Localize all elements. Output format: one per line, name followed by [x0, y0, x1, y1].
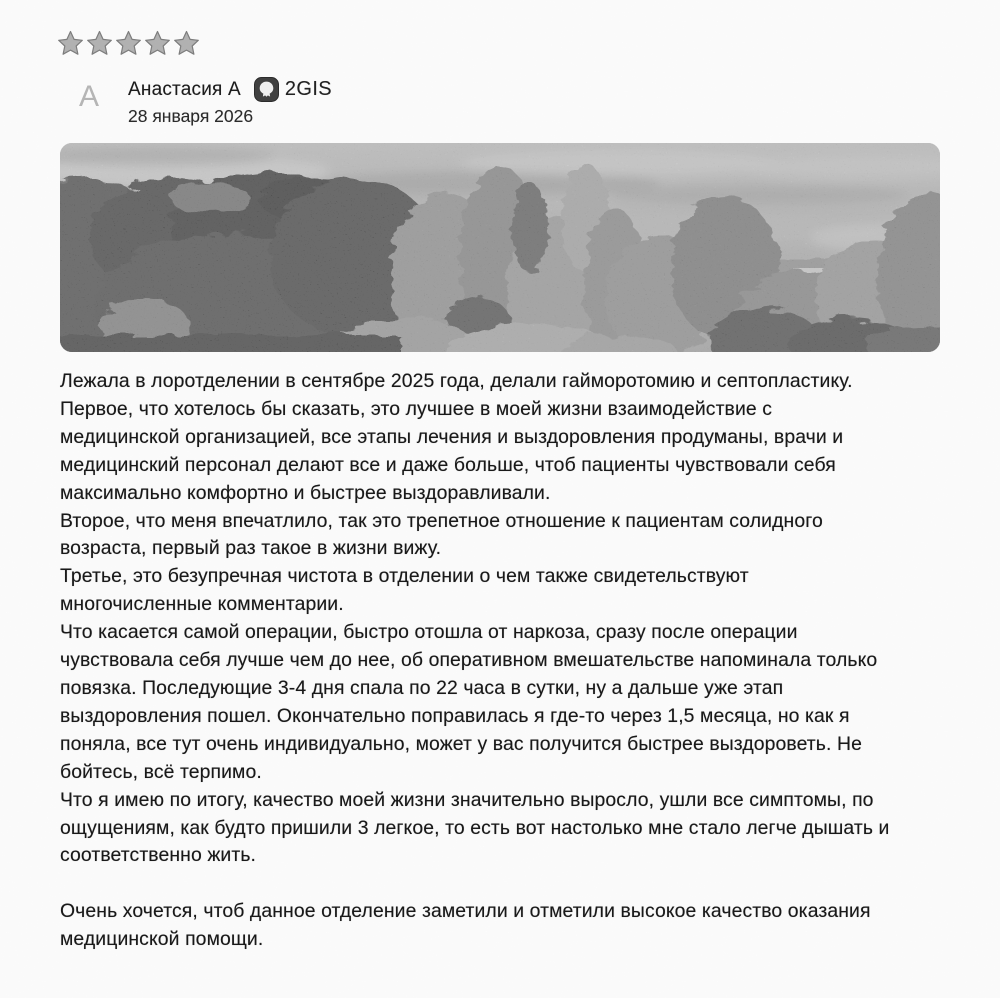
review-text-line: поняла, все тут очень индивидуально, может у вас получится быстрее выздороветь. Не	[60, 732, 862, 755]
review-text-line: многочисленные комментарии.	[60, 593, 344, 616]
review-paragraph	[60, 898, 945, 954]
review-text-line: бойтесь, всё терпимо.	[60, 760, 262, 783]
review-paragraph	[60, 368, 945, 508]
review-text-line: Второе, что меня впечатлило, так это трепетное отношение к пациентам солидного	[60, 509, 823, 532]
2gis-logo-icon	[254, 77, 279, 102]
review-text	[60, 368, 945, 954]
review-text-line: Первое, что хотелось бы сказать, это лучшее в моей жизни взаимодействие с	[60, 397, 773, 420]
review-text-line: максимально комфортно и быстрее выздоравливали.	[60, 481, 551, 504]
review-text-line: повязка. Последующие 3-4 дня спала по 22 часа в сутки, ну а дальше уже этап	[60, 676, 784, 699]
review-paragraph	[60, 563, 945, 619]
review-text-line: медицинский персонал делают все и даже больше, чтоб пациенты чувствовали себя	[60, 453, 836, 476]
review-text-line: Очень хочется, чтоб данное отделение заметили и отметили высокое качество оказания	[60, 900, 871, 923]
review-text-line: выздоровления пошел. Окончательно поправилась я где-то через 1,5 месяца, но как я	[60, 704, 850, 727]
review-text-line: возраста, первый раз такое в жизни вижу.	[60, 537, 442, 560]
review-paragraph	[60, 787, 945, 871]
author-name: Анастасия А	[128, 78, 241, 100]
review-header	[128, 77, 332, 127]
review-text-line: Третье, это безупречная чистота в отделении о чем также свидетельствуют	[60, 565, 749, 588]
star-icon	[58, 30, 83, 56]
review-text-line: Лежала в лоротделении в сентябре 2025 года, делали гайморотомию и септопластику.	[60, 370, 853, 392]
review-date: 28 января 2026	[128, 106, 254, 126]
source-label: 2GIS	[284, 78, 333, 100]
star-icon	[174, 30, 199, 56]
review-text-line: чувствовала себя лучше чем до нее, об оперативном вмешательстве напоминала только	[60, 649, 878, 672]
review-photo[interactable]	[60, 143, 940, 352]
review-text-line: Что касается самой операции, быстро отошла от наркоза, сразу после операции	[60, 621, 798, 644]
review-paragraph	[60, 508, 945, 564]
star-icon	[145, 30, 170, 56]
review-text-line: соответственно жить.	[60, 844, 257, 867]
autumn-trees-landscape-photo	[60, 143, 940, 352]
rating-stars	[58, 30, 199, 58]
review-text-line: медицинской организацией, все этапы лечения и выздоровления продуманы, врачи и	[60, 425, 844, 448]
star-icon	[116, 30, 141, 56]
review-paragraph	[60, 619, 945, 786]
avatar: A	[79, 80, 101, 113]
review-text-line: ощущениям, как будто пришили 3 легкое, то есть вот настолько мне стало легче дышать и	[60, 816, 890, 839]
review-text-line: медицинской помощи.	[60, 928, 264, 951]
star-icon	[87, 30, 112, 56]
review-text-line: Что я имею по итогу, качество моей жизни значительно выросло, ушли все симптомы, по	[60, 788, 874, 811]
